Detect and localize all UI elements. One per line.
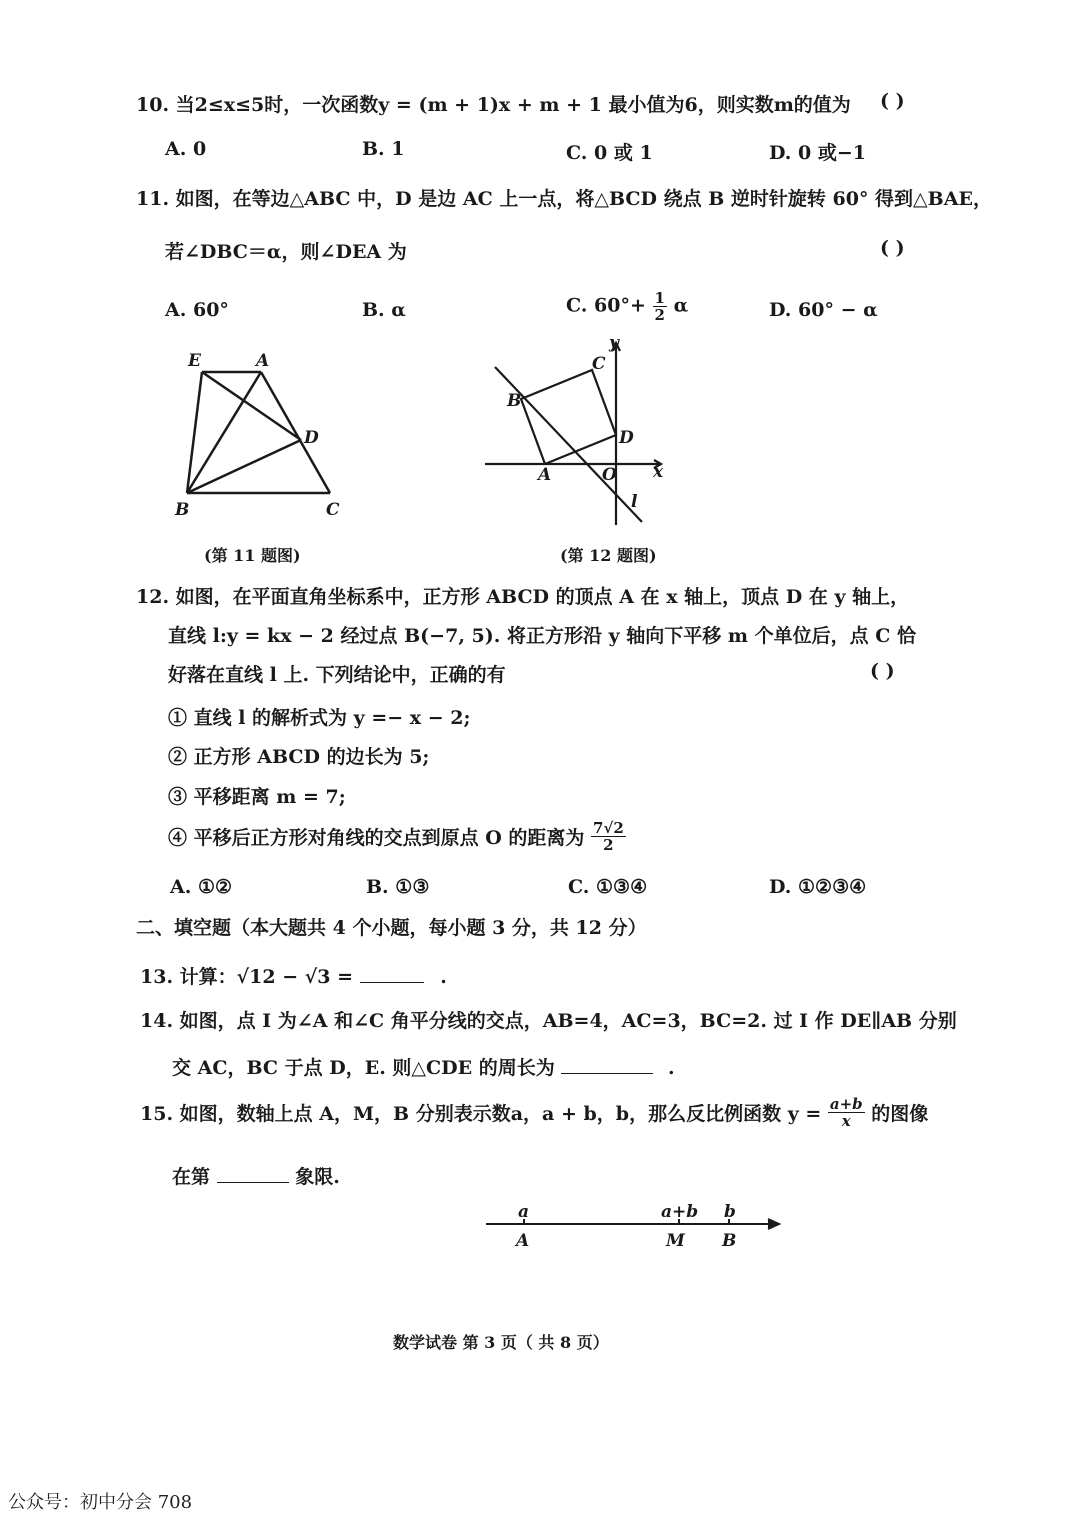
q13-answer-blank[interactable]	[360, 981, 424, 983]
fig12-label-c: C	[592, 354, 606, 374]
q12-line3: 好落在直线 l 上. 下列结论中，正确的有	[168, 664, 506, 686]
q15-line2-post: 象限.	[295, 1166, 340, 1188]
number-line	[480, 1195, 790, 1255]
q13-end: .	[440, 966, 447, 988]
q10-option-b: B. 1	[362, 138, 405, 160]
fig12-label-d: D	[619, 428, 634, 448]
fig12-label-x: x	[653, 462, 664, 482]
q12-statement-2: ② 正方形 ABCD 的边长为 5;	[168, 746, 430, 768]
q13-stem-text: 13. 计算：√12 − √3 =	[140, 966, 353, 988]
q11-option-d: D. 60° − α	[769, 299, 878, 321]
fig11-label-d: D	[304, 428, 319, 448]
q15-answer-blank[interactable]	[217, 1181, 289, 1183]
fig12-label-o: O	[602, 465, 617, 485]
q12-option-b: B. ①③	[366, 876, 430, 898]
fig12-label-y: y	[609, 335, 619, 353]
q11-option-c-prefix: C. 60°+	[566, 294, 646, 317]
q12-statement-3: ③ 平移距离 m = 7;	[168, 786, 346, 808]
q11-option-c-num: 1	[654, 289, 665, 307]
fig12-label-l: l	[631, 492, 638, 512]
numberline-point-a: A	[516, 1231, 530, 1251]
q13-stem	[140, 962, 447, 989]
fig11-label-e: E	[188, 351, 201, 371]
q12-statement-4	[168, 820, 626, 853]
q11-stem-line2: 若∠DBC＝α，则∠DEA 为	[165, 241, 407, 263]
q12-line1: 12. 如图，在平面直角坐标系中，正方形 ABCD 的顶点 A 在 x 轴上，顶点 D 在 y 轴上，	[136, 586, 910, 608]
fig11-label-b: B	[175, 500, 190, 520]
q11-option-c	[566, 290, 688, 323]
page-footer: 数学试卷 第 3 页（ 共 8 页）	[393, 1333, 609, 1352]
figure-11-caption: (第 11 题图)	[204, 546, 301, 565]
fig11-label-c: C	[326, 500, 340, 520]
watermark-text: 公众号：初中分会 708	[8, 1492, 193, 1513]
q12-statement-4-num: 7√2	[593, 819, 624, 837]
q15-line2	[172, 1162, 340, 1189]
q10-answer-paren: ( )	[880, 90, 905, 112]
q12-statement-1: ① 直线 l 的解析式为 y =− x − 2;	[168, 707, 471, 729]
section-2-heading: 二、填空题（本大题共 4 个小题，每小题 3 分，共 12 分）	[136, 917, 647, 939]
figure-12	[480, 335, 680, 535]
numberline-point-b: B	[722, 1231, 737, 1251]
q12-statement-4-text: ④ 平移后正方形对角线的交点到原点 O 的距离为	[168, 827, 585, 849]
q15-line2-pre: 在第	[172, 1166, 211, 1188]
q15-line1-end: 的图像	[871, 1103, 929, 1125]
q11-answer-paren: ( )	[880, 237, 905, 259]
q14-line1: 14. 如图，点 I 为∠A 和∠C 角平分线的交点，AB=4，AC=3，BC=2. 过 I 作 DE∥AB 分别	[140, 1010, 957, 1032]
q14-answer-blank[interactable]	[561, 1072, 653, 1074]
q12-option-d: D. ①②③④	[769, 876, 867, 898]
q11-stem-line1: 11. 如图，在等边△ABC 中，D 是边 AC 上一点，将△BCD 绕点 B 逆时针旋转 60° 得到△BAE，	[136, 188, 992, 210]
q12-statement-4-den: 2	[603, 836, 614, 854]
q11-option-c-fraction	[653, 290, 667, 323]
figure-11	[168, 345, 358, 525]
q11-option-c-den: 2	[654, 306, 665, 324]
q12-statement-4-fraction	[591, 820, 626, 853]
q10-stem: 10. 当2≤x≤5时，一次函数y = (m + 1)x + m + 1 最小值为6，则实数m的值为	[136, 94, 851, 116]
q15-frac-num: a+b	[829, 1095, 863, 1113]
q12-option-a: A. ①②	[170, 876, 233, 898]
q11-option-c-suffix: α	[673, 294, 689, 317]
q15-line1	[140, 1096, 928, 1129]
numberline-label-a: a	[518, 1202, 530, 1222]
q15-frac-den: x	[841, 1112, 851, 1130]
fig11-label-a: A	[256, 351, 270, 371]
q11-option-a: A. 60°	[165, 299, 229, 321]
figure-12-caption: (第 12 题图)	[560, 546, 657, 565]
q10-option-d: D. 0 或−1	[769, 142, 867, 164]
q15-line1-text: 15. 如图，数轴上点 A，M，B 分别表示数a，a + b，b，那么反比例函数 y =	[140, 1103, 822, 1125]
q15-fraction	[828, 1096, 865, 1129]
fig12-label-b: B	[507, 391, 522, 411]
numberline-point-m: M	[666, 1231, 685, 1251]
fig12-label-a: A	[538, 465, 552, 485]
numberline-label-b: b	[724, 1202, 736, 1222]
q12-option-c: C. ①③④	[568, 876, 648, 898]
q11-option-b: B. α	[362, 299, 406, 321]
q12-answer-paren: ( )	[870, 660, 895, 682]
q14-line2	[172, 1053, 675, 1080]
q10-option-a: A. 0	[165, 138, 207, 160]
q14-end: .	[668, 1057, 675, 1079]
q12-line2: 直线 l:y = kx − 2 经过点 B(−7, 5). 将正方形沿 y 轴向下平移 m 个单位后，点 C 恰	[168, 625, 916, 647]
q10-option-c: C. 0 或 1	[566, 142, 653, 164]
numberline-label-a-plus-b: a+b	[661, 1202, 699, 1222]
q14-line2-text: 交 AC，BC 于点 D，E. 则△CDE 的周长为	[172, 1057, 555, 1079]
